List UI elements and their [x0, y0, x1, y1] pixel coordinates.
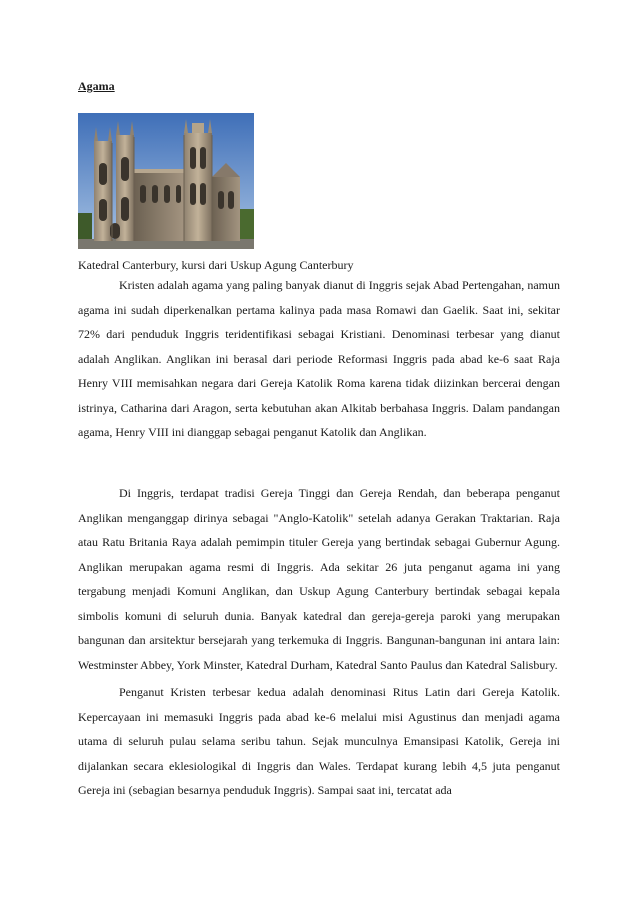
figure-caption: Katedral Canterbury, kursi dari Uskup Agung Canterbury: [78, 258, 354, 272]
canterbury-cathedral-photo: [78, 113, 254, 249]
paragraph-2: Di Inggris, terdapat tradisi Gereja Tinggi dan Gereja Rendah, dan beberapa penganut Anglikan menganggap dirinya sebagai "Anglo-Katolik" setelah adanya Gerakan Traktarian. Raja atau Ratu Britania Raya adalah pemimpin tituler Gereja yang bertindak sebagai Gubernur Agung. Anglikan merupakan agama resmi di Inggris. Ada sekitar 26 juta penganut agama ini yang tergabung menjadi Komuni Anglikan, dan Uskup Agung Canterbury bertindak sebagai kepala simbolis komuni di seluruh dunia. Banyak katedral dan gereja-gereja paroki yang merupakan bangunan dan arsitektur bersejarah yang terkemuka di Inggris. Bangunan-bangunan ini antara lain: Westminster Abbey, York Minster, Katedral Durham, Katedral Santo Paulus dan Katedral Salisbury.: [78, 486, 560, 672]
section-heading: Agama: [78, 79, 115, 93]
paragraph-3: Penganut Kristen terbesar kedua adalah denominasi Ritus Latin dari Gereja Katolik. Kepercayaan ini memasuki Inggris pada abad ke-6 melalui misi Agustinus dan menjadi agama utama di seluruh pulau selama seribu tahun. Sejak munculnya Emansipasi Katolik, Gereja ini dijalankan secara eklesiologikal di Inggris dan Wales. Terdapat kurang lebih 4,5 juta penganut Gereja ini (sebagian besarnya penduduk Inggris). Sampai saat ini, tercatat ada: [78, 685, 560, 797]
paragraph-1: Kristen adalah agama yang paling banyak dianut di Inggris sejak Abad Pertengahan, namun agama ini sudah diperkenalkan pertama kalinya pada masa Romawi dan Gaelik. Saat ini, sekitar 72% dari penduduk Inggris teridentifikasi sebagai Kristiani. Denominasi terbesar yang dianut adalah Anglikan. Anglikan ini berasal dari periode Reformasi Inggris pada abad ke-6 saat Raja Henry VIII memisahkan negara dari Gereja Katolik Roma karena tidak diizinkan bercerai dengan istrinya, Catharina dari Aragon, serta kebutuhan akan Alkitab berbahasa Inggris. Dalam pandangan agama, Henry VIII ini dianggap sebagai penganut Katolik dan Anglikan.: [78, 278, 560, 439]
